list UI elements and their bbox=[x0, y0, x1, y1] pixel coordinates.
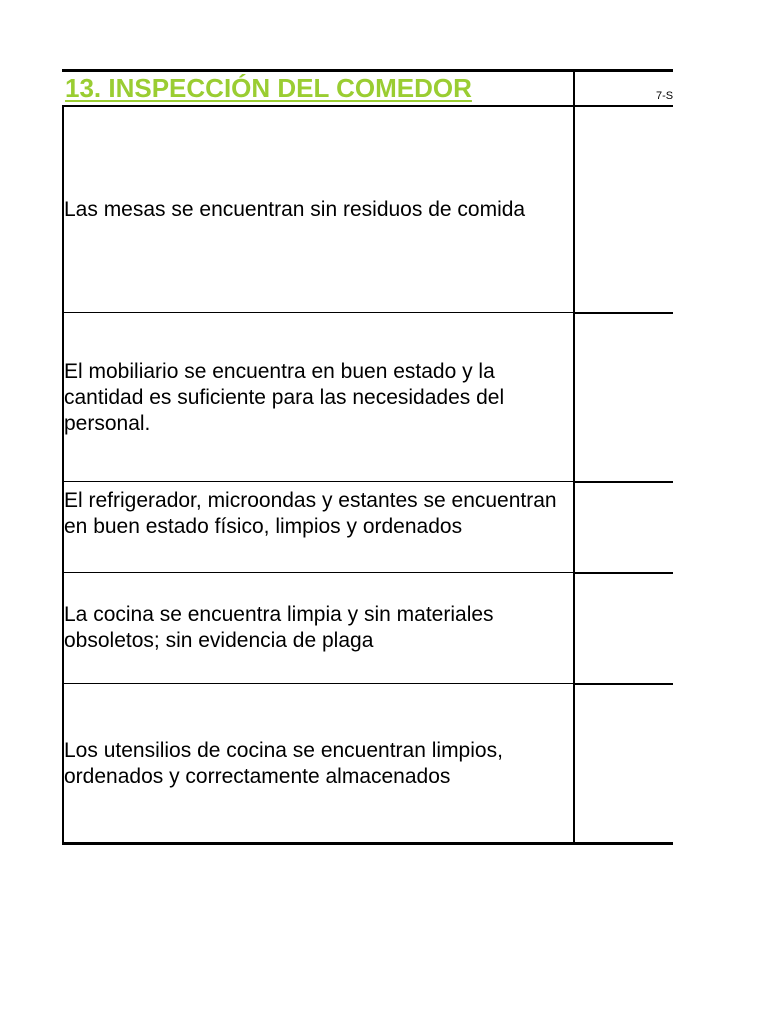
table-bottom-border bbox=[62, 842, 673, 845]
row-separator-1 bbox=[62, 312, 573, 313]
row-separator-2 bbox=[62, 481, 573, 482]
row-separator-2-right bbox=[573, 481, 673, 483]
inspection-item-5: Los utensilios de cocina se encuentran limpios, ordenados y correctamente almacenados bbox=[64, 739, 503, 788]
header-bottom-border bbox=[62, 105, 673, 107]
row-separator-3-right bbox=[573, 572, 673, 574]
inspection-item-1: Las mesas se encuentran sin residuos de comida bbox=[64, 198, 526, 221]
inspection-item-4: La cocina se encuentra limpia y sin materiales obsoletos; sin evidencia de plaga bbox=[64, 603, 494, 652]
section-code: 7-S bbox=[656, 90, 673, 102]
inspection-item-2: El mobiliario se encuentra en buen estado y la cantidad es suficiente para las necesidades del personal. bbox=[64, 360, 505, 435]
row-separator-4 bbox=[62, 683, 573, 684]
table-top-border bbox=[62, 69, 673, 72]
inspection-item-3: El refrigerador, microondas y estantes se encuentran en buen estado físico, limpios y ordenados bbox=[64, 489, 557, 538]
section-title: 13. INSPECCIÓN DEL COMEDOR bbox=[65, 73, 472, 103]
inspection-table bbox=[62, 69, 673, 845]
row-separator-4-right bbox=[573, 683, 673, 685]
column-divider bbox=[573, 69, 575, 845]
row-separator-1-right bbox=[573, 312, 673, 314]
row-separator-3 bbox=[62, 572, 573, 573]
